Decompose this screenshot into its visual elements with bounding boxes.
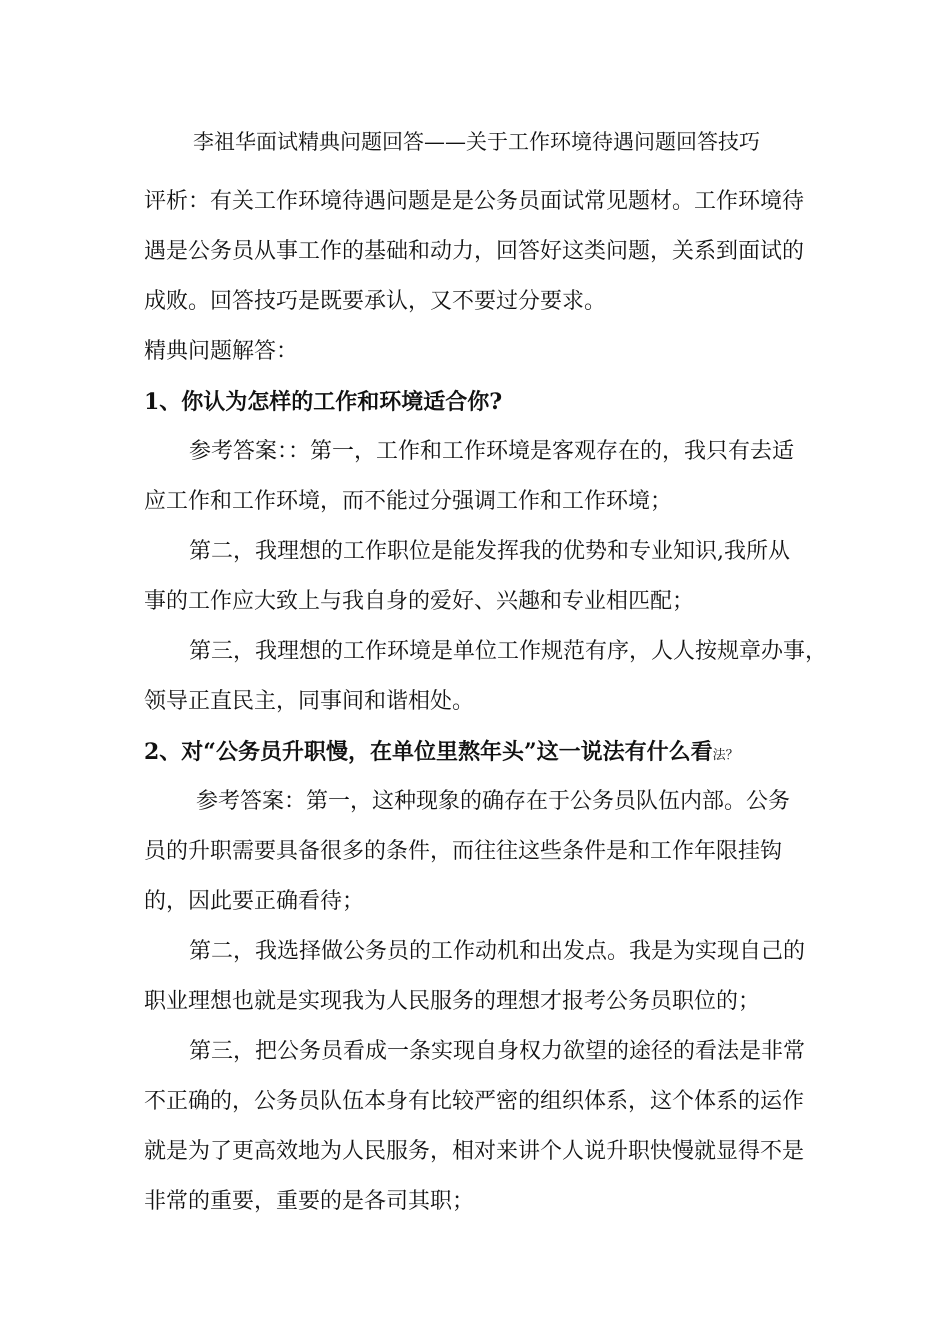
q1-answer-3-line-2: 领导正直民主，同事间和谐相处。 <box>144 689 475 714</box>
intro-line-2: 遇是公务员从事工作的基础和动力，回答好这类问题，关系到面试的 <box>144 239 805 264</box>
q1-answer-3-line-1: 第三，我理想的工作环境是单位工作规范有序，人人按规章办事， <box>189 639 828 664</box>
q2-answer-2-line-1: 第二，我选择做公务员的工作动机和出发点。我是为实现自己的 <box>189 939 806 964</box>
q2-answer-3-line-1: 第三，把公务员看成一条实现自身权力欲望的途径的看法是非常 <box>189 1039 806 1064</box>
section-label: 精典问题解答： <box>144 339 299 364</box>
question-2 <box>144 738 809 770</box>
q2-answer-3-line-4: 非常的重要，重要的是各司其职； <box>144 1189 475 1214</box>
intro-line-1: 评析：有关工作环境待遇问题是是公务员面试常见题材。工作环境待 <box>144 189 805 214</box>
question-2-main: 2、对“公务员升职慢，在单位里熬年头”这一说法有什么看 <box>144 739 713 765</box>
q2-answer-2-line-2: 职业理想也就是实现我为人民服务的理想才报考公务员职位的； <box>144 989 761 1014</box>
document-title: 李祖华面试精典问题回答——关于工作环境待遇问题回答技巧 <box>193 130 760 154</box>
q1-answer-2-line-1: 第二，我理想的工作职位是能发挥我的优势和专业知识,我所从 <box>189 539 790 564</box>
question-1: 1、你认为怎样的工作和环境适合你? <box>144 389 503 415</box>
q1-answer-1-line-1: 参考答案：：第一，工作和工作环境是客观存在的，我只有去适 <box>189 439 795 464</box>
q2-answer-3-line-2: 不正确的，公务员队伍本身有比较严密的组织体系，这个体系的运作 <box>144 1089 805 1114</box>
q2-answer-1-line-1: 参考答案：第一，这种现象的确存在于公务员队伍内部。公务 <box>196 789 791 814</box>
q2-answer-3-line-3: 就是为了更高效地为人民服务，相对来讲个人说升职快慢就显得不是 <box>144 1139 805 1164</box>
q2-answer-1-line-3: 的，因此要正确看待； <box>144 889 365 914</box>
q1-answer-2-line-2: 事的工作应大致上与我自身的爱好、兴趣和专业相匹配； <box>144 589 695 614</box>
intro-line-3: 成败。回答技巧是既要承认，又不要过分要求。 <box>144 289 607 314</box>
q2-answer-1-line-2: 员的升职需要具备很多的条件，而往往这些条件是和工作年限挂钩 <box>144 839 783 864</box>
q1-answer-1-line-2: 应工作和工作环境，而不能过分强调工作和工作环境； <box>144 489 673 514</box>
question-2-tail: 法？ <box>712 748 739 763</box>
